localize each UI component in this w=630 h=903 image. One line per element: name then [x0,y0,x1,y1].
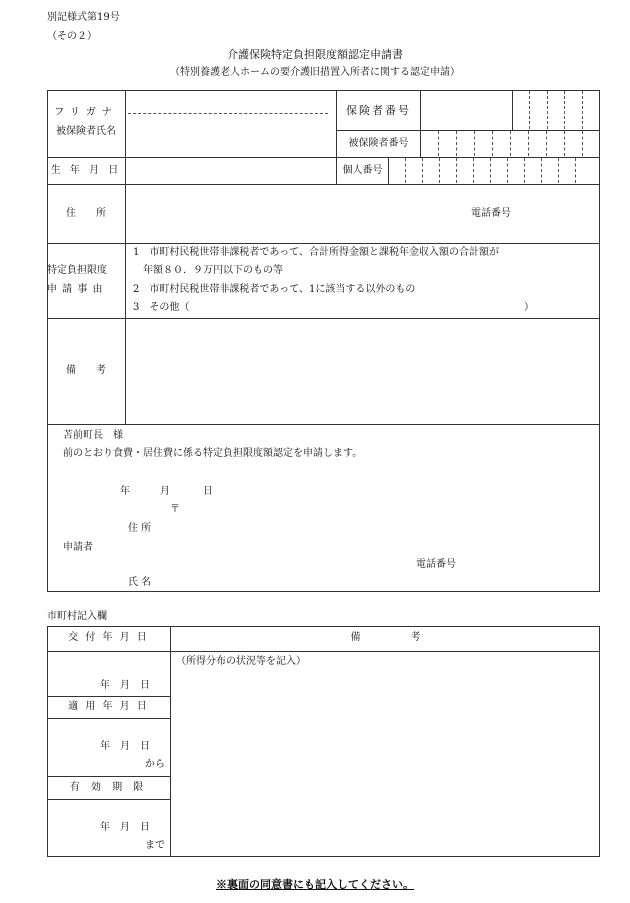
declaration-statement: 前のとおり食費・居住費に係る特定負担限度額認定を申請します。 [63,448,363,459]
issue-date-ymd: 年 月 日 [100,680,150,691]
municipal-remarks-note: （所得分布の状況等を記入） [176,656,306,667]
apply-date-label: 適 用 年 月 日 [68,701,149,712]
birthdate-field[interactable] [126,158,335,183]
address-field[interactable] [126,185,599,242]
municipal-remarks-header: 備 考 [350,632,421,643]
address-phone-label: 電話番号 [471,208,511,219]
reason-label-line2: 申 請 事 由 [47,284,104,295]
applicant-name-label: 氏 名 [128,577,152,588]
reason-option-1-cont: 年額８０．９万円以下のもの等 [143,265,283,276]
applicant-name-field[interactable] [160,572,580,590]
postal-mark: 〒 [170,504,180,515]
applicant-address-label: 住 所 [128,523,152,534]
furigana-label: フリガナ [54,107,118,118]
validity-label: 有 効 期 限 [69,782,148,793]
date-day-label: 日 [203,486,213,497]
remarks-label: 備 考 [66,365,106,376]
reason-option-1[interactable]: 1 市町村民税世帯非課税者であって、合計所得金額と課税年金収入額の合計額が [133,247,500,258]
until-label: まで [145,840,165,851]
personal-number-field[interactable] [389,158,599,183]
date-month-label: 月 [160,486,170,497]
validity-ymd: 年 月 日 [100,822,150,833]
form-number: 別記様式第19号 [47,12,120,23]
form-sub-number: （その２） [47,31,97,42]
reason-option-3-close: ） [524,302,534,313]
birthdate-label: 生 年 月 日 [50,165,122,176]
form-subtitle: （特別養護老人ホームの要介護旧措置入所者に関する認定申請） [170,67,460,78]
issue-date-label: 交 付 年 月 日 [68,632,149,643]
reason-option-3[interactable]: 3 その他（ [133,302,190,313]
date-year-label: 年 [120,486,130,497]
insured-number-field[interactable] [421,131,599,156]
insured-number-label: 被保険者番号 [348,138,409,149]
from-label: から [145,759,165,770]
address-label: 住 所 [66,208,106,219]
insurer-number-label: 保険者番号 [346,104,411,117]
personal-number-label: 個人番号 [342,165,383,176]
furigana-field[interactable] [128,92,333,112]
footer-note: ※裏面の同意書にも記入してください。 [216,878,414,891]
applicant-phone-label: 電話番号 [416,559,456,570]
apply-date-ymd: 年 月 日 [100,741,150,752]
form-title: 介護保険特定負担限度額認定申請書 [227,48,403,61]
reason-label-line1: 特定負担限度 [47,265,107,276]
applicant-label: 申請者 [63,542,93,553]
applicant-address-field[interactable] [160,518,580,538]
municipal-section-title: 市町村記入欄 [47,611,107,622]
municipal-remarks-field[interactable] [171,652,599,856]
insurer-number-field[interactable] [513,91,599,129]
insured-name-field[interactable] [128,116,333,154]
addressee: 苫前町長 様 [63,430,123,441]
insured-name-label: 被保険者氏名 [56,126,116,137]
reason-option-2[interactable]: 2 市町村民税世帯非課税者であって、1に該当する以外のもの [133,284,416,295]
remarks-field[interactable] [126,319,599,424]
